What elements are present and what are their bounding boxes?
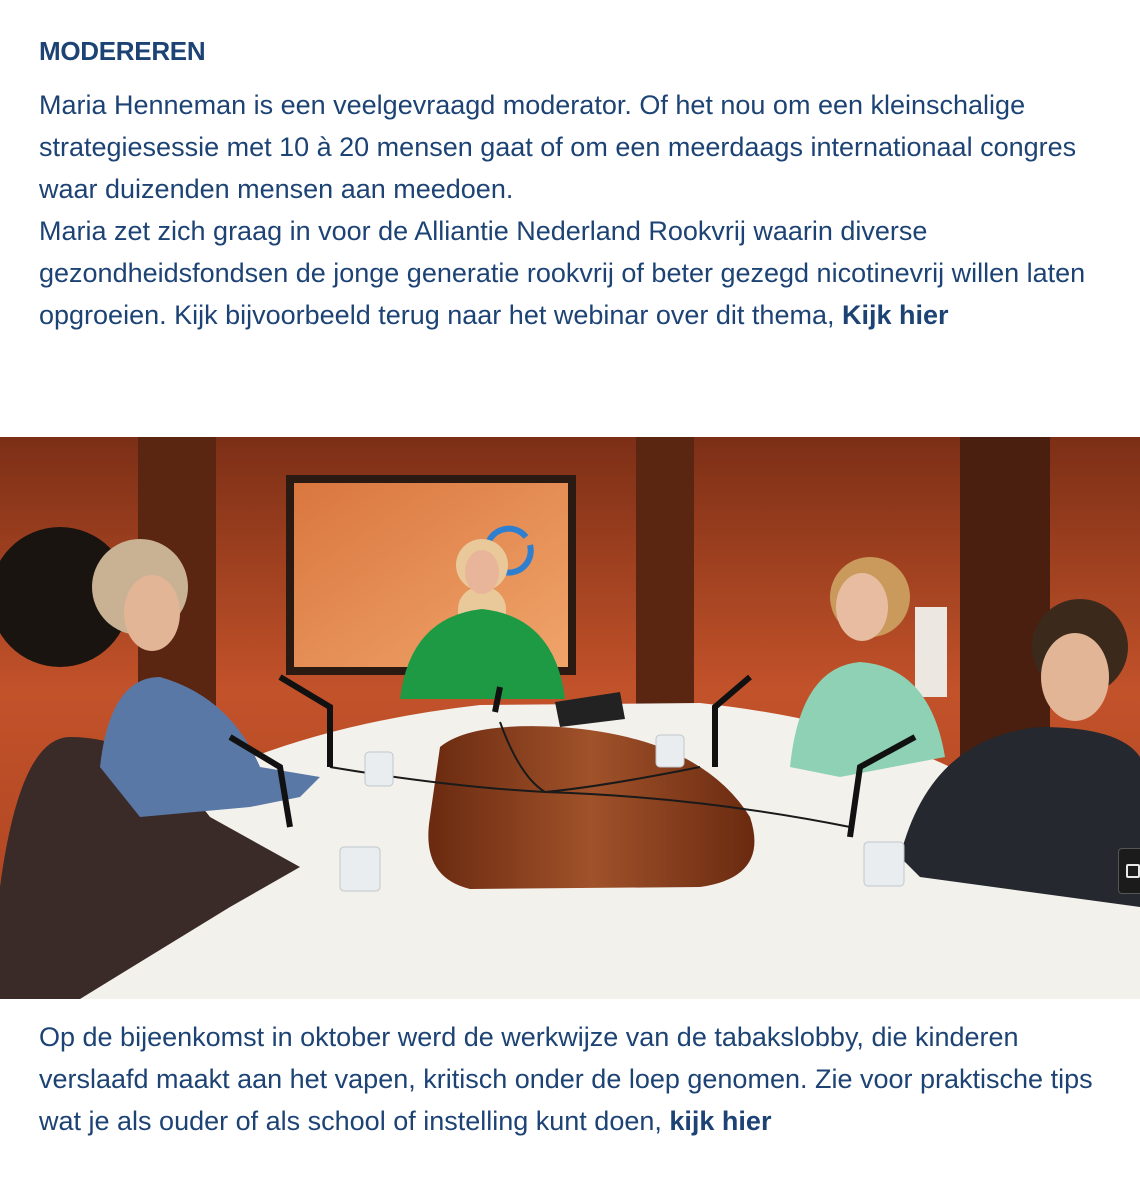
pillar-right <box>960 437 1050 757</box>
guest-far-right-face <box>1041 633 1109 721</box>
water-glass-icon <box>365 752 393 786</box>
water-glass-3-icon <box>656 735 684 767</box>
outro-paragraph <box>39 1016 1119 1142</box>
intro-paragraph-2 <box>39 210 1119 336</box>
expand-icon <box>1126 864 1140 878</box>
side-panel <box>915 607 947 697</box>
tips-link[interactable]: kijk hier <box>669 1106 772 1136</box>
water-glass-4-icon <box>864 842 904 886</box>
guest-right-face <box>836 573 888 641</box>
section-title: MODEREREN <box>39 36 206 66</box>
guest-two-face <box>124 575 180 651</box>
intro-paragraph-2-text: Maria zet zich graag in voor de Alliantie Nederland Rookvrij waarin diverse gezondheidsfondsen de jonge generatie rookvrij of beter gezegd nicotinevrij willen laten opgroeien. Kijk bijvoorbeeld terug naar het webinar over dit thema, <box>39 216 1086 330</box>
moderator-face <box>465 550 499 594</box>
water-glass-2-icon <box>340 847 380 891</box>
expand-button[interactable] <box>1118 848 1140 894</box>
studio-photo-illustration <box>0 437 1140 999</box>
intro-paragraph-1: Maria Henneman is een veelgevraagd moderator. Of het nou om een kleinschalige strategiesessie met 10 à 20 mensen gaat of om een meerdaags internationaal congres waar duizenden mensen aan meedoen. <box>39 90 1077 204</box>
webinar-link[interactable]: Kijk hier <box>842 300 949 330</box>
studio-photo <box>0 437 1140 999</box>
intro-text <box>39 84 1119 336</box>
outro-paragraph-text: Op de bijeenkomst in oktober werd de werkwijze van de tabakslobby, die kinderen verslaafd maakt aan het vapen, kritisch onder de loep genomen. Zie voor praktische tips wat je als ouder of als school of instelling kunt doen, <box>39 1022 1093 1136</box>
outro-text <box>39 1016 1119 1142</box>
pillar-center <box>636 437 694 737</box>
